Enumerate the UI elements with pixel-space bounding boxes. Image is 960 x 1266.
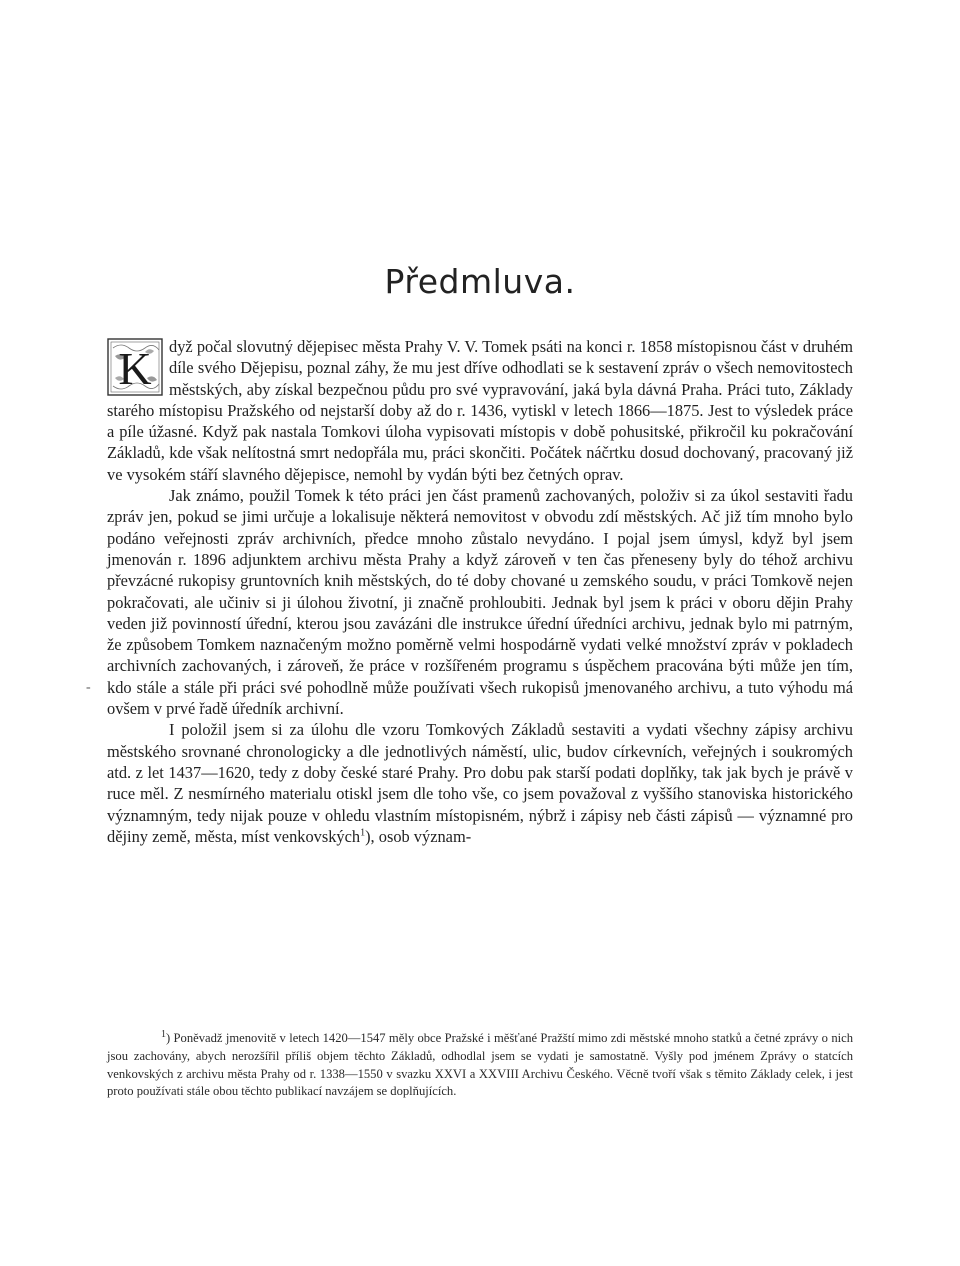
body-text [107, 336, 853, 847]
footnote-text: ) Poněvadž jmenovitě v letech 1420—1547 měly obce Pražské i měšťané Pražští mimo zdi městské mnoho statků a četné zprávy o nich jsou zachovány, abych nerozšířil příliš objem těchto Základů, odhodlal jsem se vydati je samostatně. Vyšly pod jménem Zprávy o statcích venkovských z archivu města Prahy od r. 1338—1550 v svazku XXVI a XXVIII Archivu Českého. Věcně tvoří však s těmito Základy celek, i jest proto používati stále obou těchto publikací navzájem se doplňujících. [107, 1031, 853, 1099]
footnote-mark: 1 [161, 1028, 166, 1040]
paragraph-3-text: I položil jsem si za úlohu dle vzoru Tomkových Základů sestaviti a vydati všechny zápisy archivu městského srovnané chronologicky a dle jednotlivých náměstí, ulic, budov církevních, veřejných i soukromých atd. z let 1437—1620, tedy z doby české staré Prahy. Pro dobu pak starší podati doplňky, tak jak bych je právě v ruce měl. Z nesmírného materialu otiskl jsem dle toho vše, co jsem považoval z vyššího stanoviska historického významným, tedy nijak pouze v ohledu vlastním místopisném, nýbrž i zápisy neb části zápisů — významné pro dějiny země, města, míst venkovských [107, 720, 853, 846]
margin-mark: - [86, 680, 91, 695]
decorative-initial-k [107, 338, 163, 396]
footnote-paragraph [107, 1030, 853, 1101]
svg-text:K: K [118, 343, 152, 394]
paragraph-3 [107, 719, 853, 847]
paragraph-1 [107, 336, 853, 485]
footnote [107, 1030, 853, 1101]
paragraph-1-text: dyž počal slovutný dějepisec města Prahy V. V. Tomek psáti na konci r. 1858 místopisnou část v druhém díle svého Dějepisu, poznal záhy, že mu jest dříve odhodlati se k sestavení zpráv o všech nemovitostech městských, aby získal bezpečnou půdu pro své vypravování, jaká byla dávná Praha. Práci tuto, Základy starého místopisu Pražského od nejstarší doby až do r. 1436, vytiskl v letech 1866—1875. Jest to výsledek práce a píle úžasné. Když pak nastala Tomkovi úloha vypisovati místopis v době pohusitské, přikročil ku pokračování Základů, kde však nelítostná smrt nedopřála mu, práci skončiti. Počátek náčrtku dosud dochovaný, pracovaný již ve vysokém stáří slavného dějepisce, nemohl by vydán býti bez četných oprav. [107, 337, 853, 484]
paragraph-2: Jak známo, použil Tomek k této práci jen část pramenů zachovaných, položiv si za úkol sestaviti řadu zpráv jen, pokud se jimi určuje a lokalisuje některá nemovitost v obvodu zdí městských. Ač již tím mnoho bylo podáno veřejnosti zpráv archivních, předce mnoho zůstalo nevydáno. I pojal jsem úmysl, když byl jsem jmenován r. 1896 adjunktem archivu města Prahy a když zároveň v ten čas přeneseny byly do téhož archivu převzácné rukopisy gruntovních knih městských, do té doby chované u zemského soudu, v práci Tomkově nejen pokračovati, ale učiniv si ji úlohou životní, ji značně prohloubiti. Jednak byl jsem k práci v oboru dějin Prahy veden již povinností úřední, kterou jsou zavázáni dle instrukce úřední úředníci archivu, jednak bylo mi patrným, že způsobem Tomkem naznačeným možno poměrně velmi hospodárně vydati velké množství zpráv v pokladech archivních zachovaných, i zároveň, že práce v rozšířeném programu s úspěchem pracována býti může jen tím, kdo stále a stále při práci své pohodlně může používati všech rukopisů jmenovaného archivu, a tuto výhodu má ovšem v prvé řadě úředník archivní. [107, 486, 853, 719]
footnote-reference: 1 [360, 827, 366, 839]
page-title: Předmluva. [384, 262, 576, 302]
paragraph-3-continuation: ), osob význam- [365, 826, 472, 846]
ornamental-initial-icon [107, 338, 163, 396]
